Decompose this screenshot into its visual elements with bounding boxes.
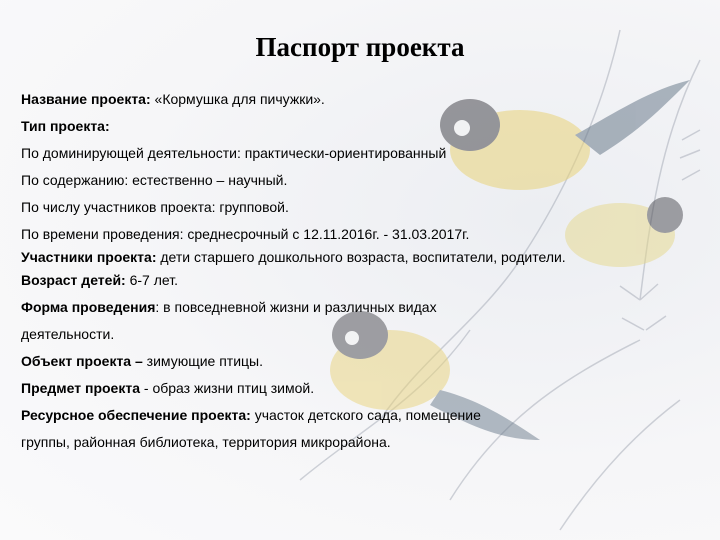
line-text: участок детского сада, помещение xyxy=(254,407,481,423)
line-subject xyxy=(21,379,314,397)
line-resources-cont xyxy=(21,433,391,451)
line-type xyxy=(21,117,110,135)
line-participants xyxy=(21,248,566,266)
line-text: деятельности. xyxy=(21,326,115,342)
line-text: дети старшего дошкольного возраста, воспитатели, родители. xyxy=(156,249,566,265)
line-text: зимующие птицы. xyxy=(142,353,263,369)
line-dominant xyxy=(21,144,446,162)
line-text: «Кормушка для пичужки». xyxy=(154,91,325,107)
line-label: Название проекта: xyxy=(21,91,155,107)
line-name xyxy=(21,90,325,108)
line-resources xyxy=(21,406,481,424)
line-label: Объект проекта – xyxy=(21,353,143,369)
page-title: Паспорт проекта xyxy=(255,32,465,62)
line-label: Возраст детей: xyxy=(21,272,126,288)
line-form-cont xyxy=(21,325,114,343)
line-label: Ресурсное обеспечение проекта: xyxy=(21,407,255,423)
line-duration xyxy=(21,225,469,243)
line-text: группы, районная библиотека, территория микрорайона. xyxy=(21,434,391,450)
line-text: По содержанию: естественно – научный. xyxy=(21,172,288,188)
line-label: Тип проекта: xyxy=(21,118,110,134)
line-text: По времени проведения: среднесрочный с 12.11.2016г. - 31.03.2017г. xyxy=(21,226,470,242)
line-text: По числу участников проекта: групповой. xyxy=(21,199,289,215)
line-text: По доминирующей деятельности: практически-ориентированный xyxy=(21,145,447,161)
line-text: : в повседневной жизни и различных видах xyxy=(155,299,437,315)
line-label: Участники проекта: xyxy=(21,249,157,265)
line-text: 6-7 лет. xyxy=(125,272,178,288)
line-content xyxy=(21,171,287,189)
line-form xyxy=(21,298,437,316)
line-label: Форма проведения xyxy=(21,299,156,315)
line-object xyxy=(21,352,263,370)
line-text: - образ жизни птиц зимой. xyxy=(140,380,315,396)
line-participants-count xyxy=(21,198,289,216)
line-age xyxy=(21,271,178,289)
line-label: Предмет проекта xyxy=(21,380,140,396)
